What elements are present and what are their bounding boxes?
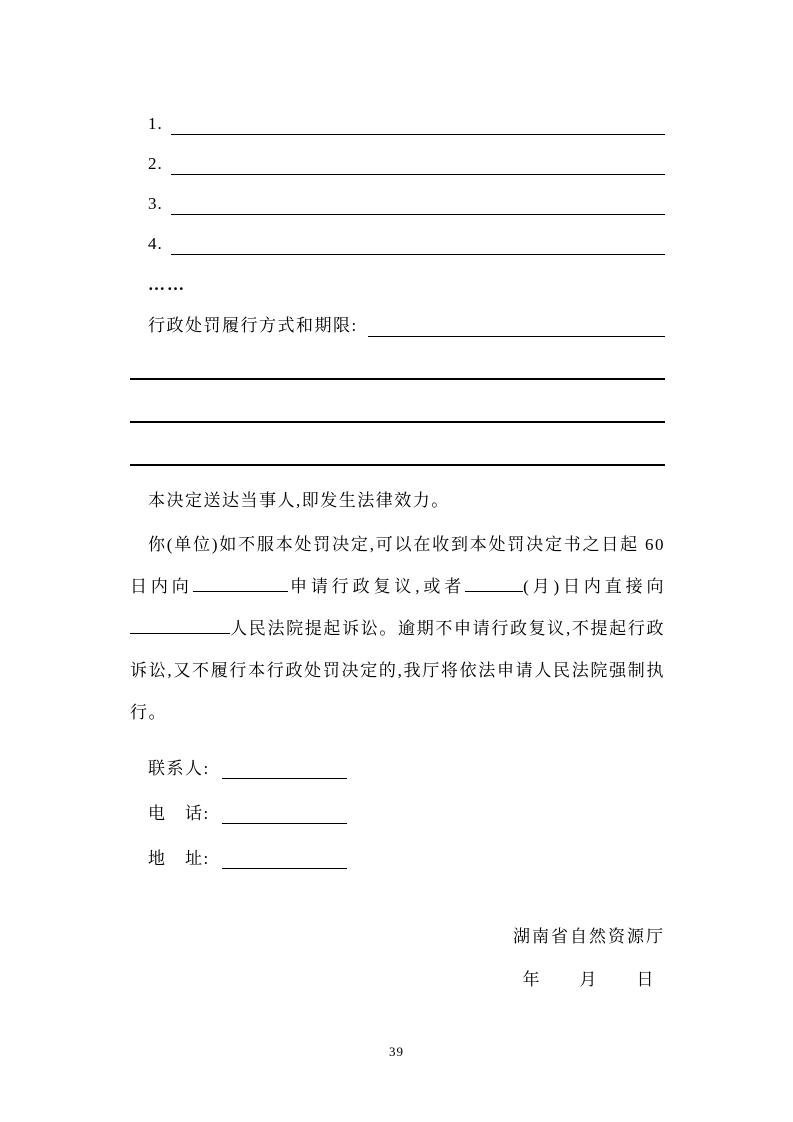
fulfillment-row [130, 295, 665, 337]
item-number-1: 1. [148, 114, 163, 133]
blank-line-3 [171, 175, 665, 215]
contact-address-label: 地 址: [148, 849, 210, 868]
numbered-blank-row-4 [130, 215, 665, 255]
numbered-blank-row-3 [130, 175, 665, 215]
appeal-blank-2 [465, 575, 523, 592]
contact-row-phone [130, 779, 665, 824]
numbered-blank-row-2 [130, 135, 665, 175]
contact-row-address [130, 824, 665, 869]
appeal-segment-3: (月)日内直接向 [523, 577, 666, 596]
contact-phone-blank [222, 779, 347, 824]
appeal-paragraph [130, 524, 665, 734]
signature-date: 年 月 日 [522, 970, 656, 989]
blank-full-line-2 [130, 380, 665, 423]
contact-phone-label: 电 话: [148, 804, 210, 823]
appeal-segment-1: 你(单位)如不服本处罚决定,可以在收到本处罚决定书之日起 60 日内向 [130, 535, 665, 596]
contact-row-name [130, 734, 665, 779]
blank-full-line-3 [130, 423, 665, 466]
fulfillment-label: 行政处罚履行方式和期限: [148, 316, 358, 335]
appeal-blank-3 [130, 617, 230, 634]
numbered-blank-row-1 [130, 95, 665, 135]
item-number-2: 2. [148, 154, 163, 173]
fulfillment-blank-line [368, 295, 665, 337]
page-number: 39 [389, 1044, 404, 1059]
appeal-segment-2: 申请行政复议,或者 [287, 577, 466, 596]
appeal-blank-1 [193, 575, 288, 592]
blank-full-line-1 [130, 337, 665, 380]
ellipsis-marker: …… [148, 275, 186, 294]
blank-line-4 [171, 215, 665, 255]
signature-block [130, 915, 665, 1001]
blank-line-1 [171, 95, 665, 135]
delivery-sentence: 本决定送达当事人,即发生法律效力。 [148, 491, 450, 510]
contact-name-blank [222, 734, 347, 779]
item-number-4: 4. [148, 234, 163, 253]
agency-name: 湖南省自然资源厅 [513, 927, 665, 946]
appeal-segment-4: 人民法院提起诉讼。逾期不申请行政复议,不提起行政诉讼,又不履行本行政处罚决定的,我厅将依法申请人民法院强制执行。 [130, 619, 665, 722]
contact-name-label: 联系人: [148, 759, 210, 778]
contact-address-blank [222, 824, 347, 869]
blank-line-2 [171, 135, 665, 175]
item-number-3: 3. [148, 194, 163, 213]
